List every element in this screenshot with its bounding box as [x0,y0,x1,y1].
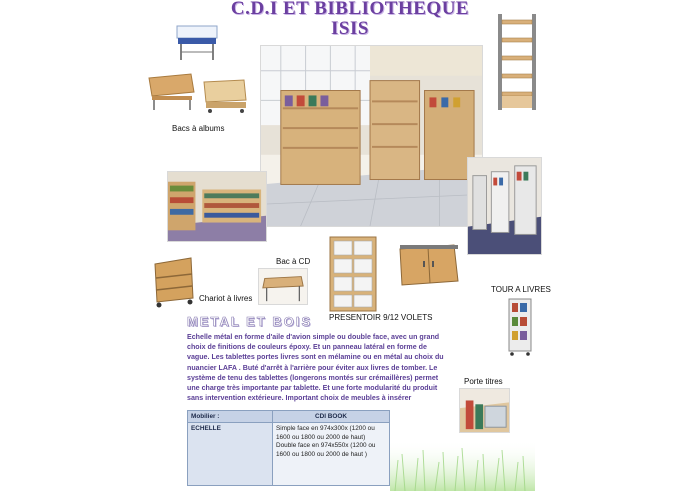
spec-table-header [188,411,390,423]
spec-header-mobilier: Mobilier : [188,411,273,423]
photo-presentoir [327,235,379,313]
photo-reading-room [167,171,267,242]
spec-row-values [273,423,390,486]
caption-bac-cd: Bac à CD [276,257,311,266]
page-title: C.D.I ET BIBLIOTHEQUE [230,0,470,19]
spec-value-double: Double face en 974x550x (1200 ou 1600 ou 1800 ou 2000 de haut ) [276,442,376,458]
decorative-grass [390,440,535,491]
caption-presentoir: PRESENTOIR 9/12 VOLETS [329,313,433,322]
caption-chariot: Chariot à livres [199,294,253,303]
section-heading: METAL ET BOIS [187,314,313,329]
page-subtitle: ISIS [331,18,369,39]
caption-tour: TOUR A LIVRES [491,285,551,294]
caption-porte-titres: Porte titres [464,377,503,386]
section-paragraph: Echelle métal en forme d'aile d'avion simple ou double face, avec un grand choix de finitions de couleurs époxy. Et un panneau latéral en forme de vague. Les tablettes portes livres sont en mélamine ou en métal au choix du nuancier LAFA . Buté d'arrêt à l'arrière pour éviter aux livres de tomber. Le système de tenu des tablettes (longerons montés sur crémaillères) permet une charge très importante par tablette. Et une forte modularité du produit sans intervention extérieure. Important choix de meubles à insérer [187,333,444,403]
photo-album-bin-white [172,22,222,62]
caption-albums: Bacs à albums [172,124,225,133]
photo-library-main [260,45,483,227]
photo-bac-cd [258,268,308,305]
photo-album-bins-wood [146,70,251,115]
photo-shelf-tall [492,12,542,112]
photo-porte-titres [459,388,510,433]
spec-row-label: ECHELLE [188,423,273,486]
photo-chariot [151,254,198,309]
spec-value-simple: Simple face en 974x300x (1200 ou 1600 ou 1800 ou 2000 de haut) [276,425,375,441]
spec-header-cdi-book: CDI BOOK [273,411,390,423]
spec-row-echelle [188,423,390,486]
spec-table [187,410,390,486]
photo-tour-livres [505,297,535,357]
photo-shelves-row [467,157,542,255]
photo-cabinet [396,243,461,289]
